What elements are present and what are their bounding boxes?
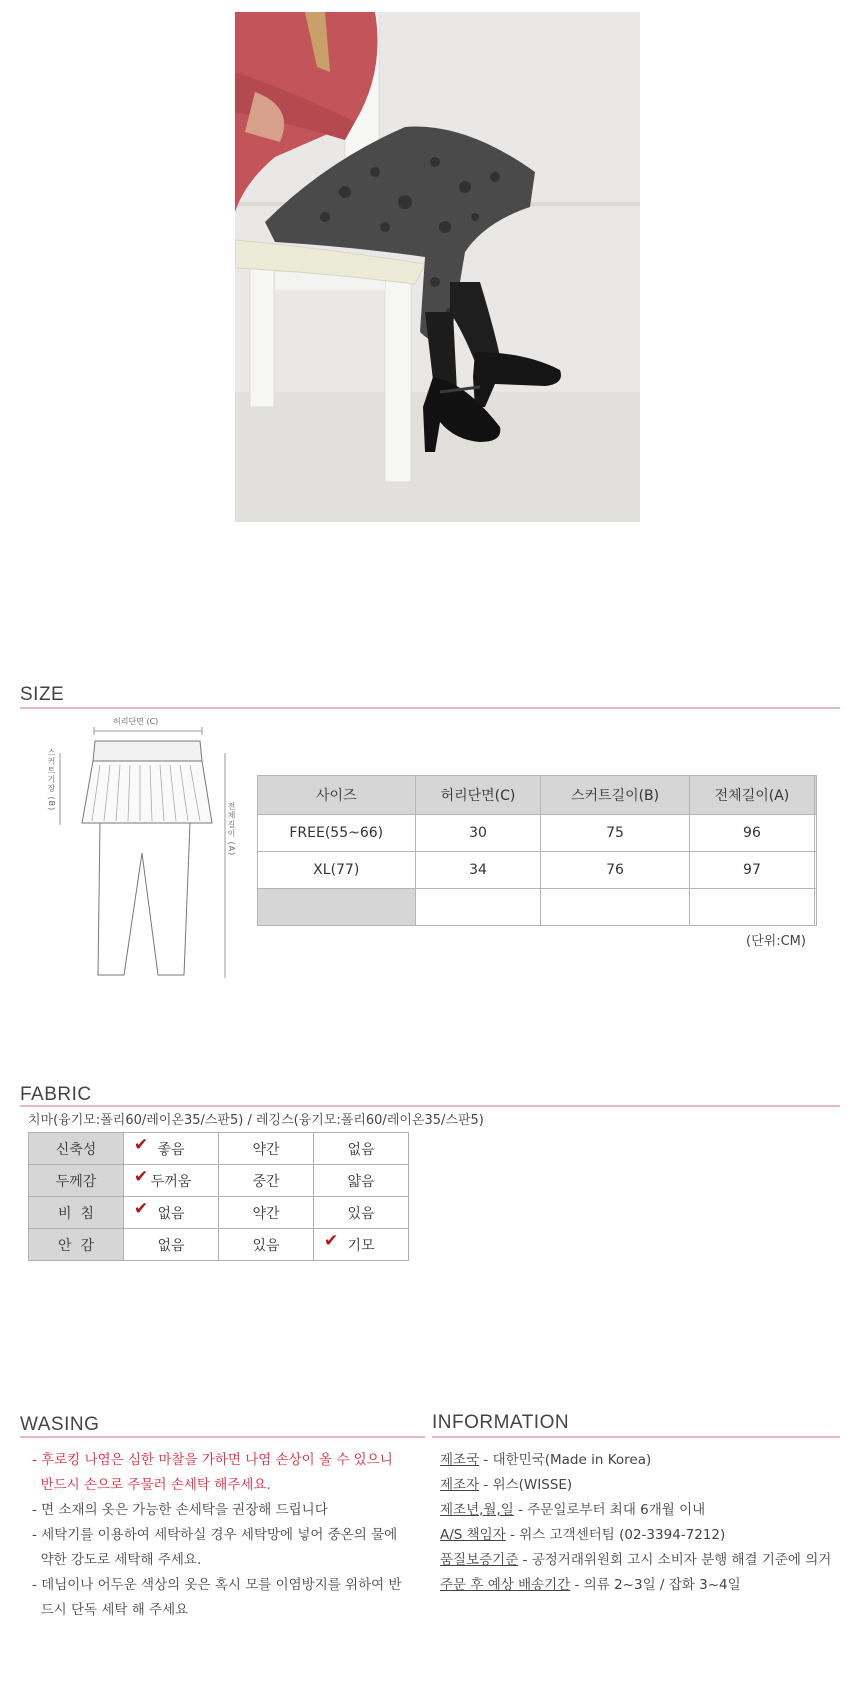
info-key: 제조국: [440, 1452, 480, 1468]
fabric-option: 중간: [219, 1165, 314, 1197]
size-cell: 30: [415, 815, 541, 852]
information-list: [440, 1448, 831, 1598]
check-icon: ✔: [134, 1135, 149, 1155]
washing-line: 반드시 손으로 주물러 손세탁 해주세요.: [32, 1477, 271, 1493]
washing-line: - 면 소재의 옷은 가능한 손세탁을 권장해 드립니다: [32, 1502, 328, 1518]
waist-label: 허리단면 (C): [113, 717, 159, 726]
washing-section-title: WASING: [20, 1414, 100, 1435]
size-header-cell: 사이즈: [258, 776, 416, 815]
info-key: 제조년,월,일: [440, 1502, 514, 1518]
info-value: - 주문일로부터 최대 6개월 이내: [513, 1502, 706, 1518]
info-key: A/S 책임자: [440, 1527, 506, 1543]
size-header-cell: 전체길이(A): [689, 776, 815, 815]
info-value: - 의류 2~3일 / 잡화 3~4일: [570, 1577, 741, 1593]
size-section-title: SIZE: [20, 684, 65, 705]
information-section-title: INFORMATION: [432, 1412, 570, 1433]
washing-line: 드시 단독 세탁 해 주세요: [32, 1602, 189, 1618]
fabric-option: 없음: [124, 1229, 219, 1261]
table-row: [258, 889, 817, 926]
size-cell: [541, 889, 689, 926]
total-length-label: 전체길이 (A): [227, 802, 236, 857]
information-divider: [432, 1436, 840, 1438]
size-cell: [815, 852, 817, 889]
washing-list: [32, 1448, 402, 1623]
washing-line: - 데님이나 어두운 색상의 옷은 혹시 모를 이염방지를 위하여 반: [32, 1577, 402, 1593]
size-cell: [815, 889, 817, 926]
size-cell: 34: [415, 852, 541, 889]
washing-line: - 후로킹 나염은 심한 마찰을 가하면 나염 손상이 올 수 있으니: [32, 1452, 393, 1468]
table-row: [29, 1165, 409, 1197]
size-cell: [815, 815, 817, 852]
info-item: [440, 1548, 831, 1573]
info-value: - 대한민국(Made in Korea): [479, 1452, 652, 1468]
size-cell: [689, 889, 815, 926]
size-cell: 97: [689, 852, 815, 889]
fabric-row-label: 안 감: [29, 1229, 124, 1261]
fabric-divider: [20, 1105, 840, 1107]
fabric-option: ✔ 없음: [124, 1197, 219, 1229]
size-cell: 76: [541, 852, 689, 889]
size-diagram: [40, 713, 250, 983]
fabric-row-label: 신축성: [29, 1133, 124, 1165]
fabric-option: ✔ 기모: [314, 1229, 409, 1261]
check-icon: ✔: [134, 1199, 149, 1219]
info-item: [440, 1573, 831, 1598]
fabric-option: ✔ 좋음: [124, 1133, 219, 1165]
fabric-option: 있음: [314, 1197, 409, 1229]
info-key: 품질보증기준: [440, 1552, 519, 1568]
info-value: - 공정거래위원회 고시 소비자 분행 해결 기준에 의거: [518, 1552, 832, 1568]
table-row: [29, 1133, 409, 1165]
info-value: - 위스 고객센터팀 (02-3394-7212): [505, 1527, 726, 1543]
size-header-cell: 스커트길이(B): [541, 776, 689, 815]
fabric-option: 약간: [219, 1197, 314, 1229]
info-item: [440, 1473, 831, 1498]
check-icon: ✔: [324, 1231, 339, 1251]
fabric-section-title: FABRIC: [20, 1084, 92, 1105]
size-cell: 75: [541, 815, 689, 852]
check-icon: ✔: [134, 1167, 149, 1187]
size-header-cell: [815, 776, 817, 815]
fabric-option: ✔ 두꺼움: [124, 1165, 219, 1197]
fabric-option: 약간: [219, 1133, 314, 1165]
size-divider: [20, 707, 840, 709]
size-cell: [415, 889, 541, 926]
info-item: [440, 1448, 831, 1473]
washing-divider: [20, 1436, 425, 1438]
info-value: - 위스(WISSE): [479, 1477, 573, 1493]
fabric-option: 있음: [219, 1229, 314, 1261]
size-unit-label: (단위:CM): [746, 934, 806, 949]
info-item: [440, 1523, 831, 1548]
washing-line: - 세탁기를 이용하여 세탁하실 경우 세탁망에 넣어 중온의 물에: [32, 1527, 398, 1543]
info-item: [440, 1498, 831, 1523]
skirt-length-label: 스커트기장 (B): [47, 748, 56, 812]
size-cell: FREE(55~66): [258, 815, 416, 852]
info-key: 주문 후 예상 배송기간: [440, 1577, 571, 1593]
size-cell: 96: [689, 815, 815, 852]
fabric-row-label: 비 침: [29, 1197, 124, 1229]
fabric-description: 치마(융기모:폴리60/레이온35/스판5) / 레깅스(융기모:폴리60/레이온35/스판5): [28, 1113, 484, 1128]
table-row: [258, 815, 817, 852]
fabric-table: [28, 1132, 409, 1261]
table-row: [258, 852, 817, 889]
table-row: [29, 1229, 409, 1261]
size-header-cell: 허리단면(C): [415, 776, 541, 815]
info-key: 제조자: [440, 1477, 480, 1493]
product-photo: [235, 12, 640, 522]
size-cell: XL(77): [258, 852, 416, 889]
size-table-header-row: [258, 776, 817, 815]
fabric-option: 얇음: [314, 1165, 409, 1197]
size-cell: [258, 889, 416, 926]
table-row: [29, 1197, 409, 1229]
fabric-option: 없음: [314, 1133, 409, 1165]
washing-line: 약한 강도로 세탁해 주세요.: [32, 1552, 202, 1568]
size-table: [257, 775, 817, 926]
fabric-row-label: 두께감: [29, 1165, 124, 1197]
